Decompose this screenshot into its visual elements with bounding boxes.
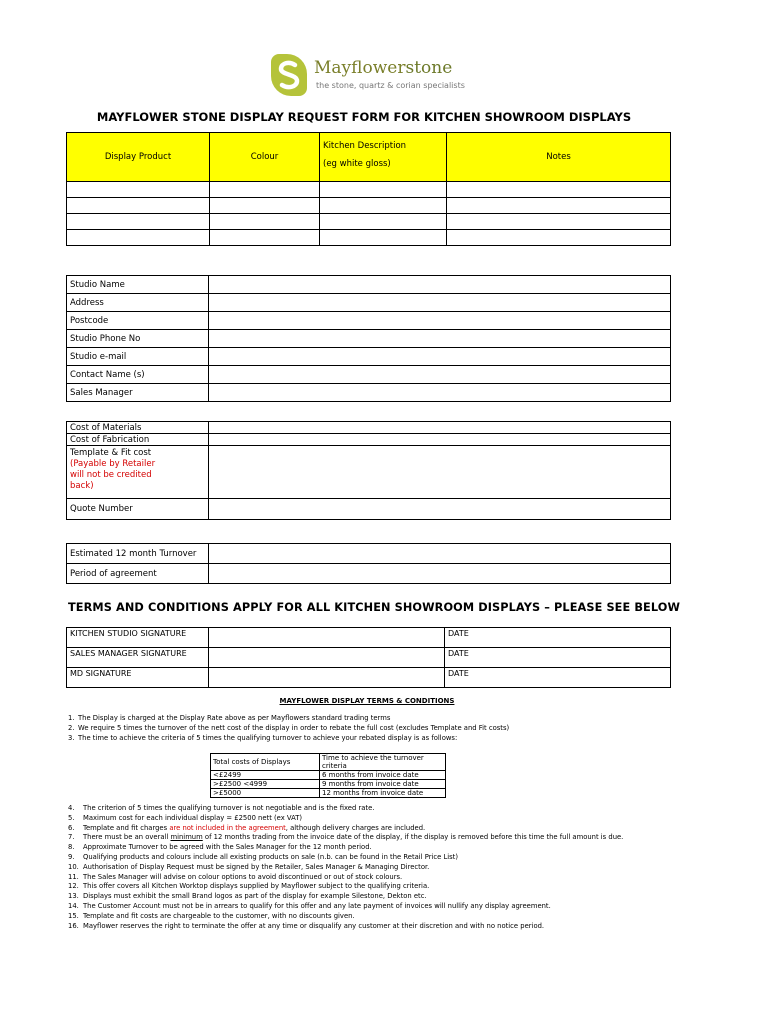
notes-cell[interactable]	[447, 214, 671, 230]
sales-manager-signature-field[interactable]	[209, 648, 445, 668]
list-item: 1. The Display is charged at the Display Rate above as per Mayflowers standard trading terms	[68, 714, 391, 722]
signature-table	[66, 627, 671, 688]
table-cell: 12 months from invoice date	[320, 789, 446, 798]
turnover-period-table	[210, 753, 446, 798]
cost-fabrication-field[interactable]	[209, 434, 671, 446]
md-date-field[interactable]: DATE	[445, 668, 671, 688]
studio-phone-label: Studio Phone No	[67, 330, 209, 348]
form-title: MAYFLOWER STONE DISPLAY REQUEST FORM FOR KITCHEN SHOWROOM DISPLAYS	[96, 110, 632, 124]
table-cell: <£2499	[211, 771, 320, 780]
list-item: 13. Displays must exhibit the small Brand logos as part of the display for example Silestone, Dekton etc.	[68, 892, 427, 901]
terms-title: MAYFLOWER DISPLAY TERMS & CONDITIONS	[279, 697, 455, 705]
period-header-time: Time to achieve the turnover criteria	[320, 754, 446, 771]
table-cell: 9 months from invoice date	[320, 780, 446, 789]
colour-cell[interactable]	[210, 182, 320, 198]
kitchen-desc-cell[interactable]	[320, 230, 447, 246]
estimated-turnover-label: Estimated 12 month Turnover	[67, 544, 209, 564]
studio-name-field[interactable]	[209, 276, 671, 294]
colour-cell[interactable]	[210, 198, 320, 214]
md-signature-field[interactable]	[209, 668, 445, 688]
underlined-text: minimum	[170, 833, 203, 842]
period-header-costs: Total costs of Displays	[211, 754, 320, 771]
terms-heading: TERMS AND CONDITIONS APPLY FOR ALL KITCHEN SHOWROOM DISPLAYS – PLEASE SEE BELOW	[68, 601, 681, 614]
studio-details-table	[66, 275, 671, 402]
list-item: 11. The Sales Manager will advise on colour options to avoid discontinued or out of stock colours.	[68, 872, 403, 881]
estimated-turnover-field[interactable]	[209, 544, 671, 564]
studio-name-label: Studio Name	[67, 276, 209, 294]
list-item: 6. Template and fit charges are not included in the agreement, although delivery charges are included.	[68, 823, 426, 832]
address-field[interactable]	[209, 294, 671, 312]
list-item: 9. Qualifying products and colours include all existing products on sale (n.b. can be found in the Retail Price List)	[68, 852, 458, 861]
cost-materials-field[interactable]	[209, 422, 671, 434]
studio-email-label: Studio e-mail	[67, 348, 209, 366]
terms-list-a	[68, 714, 509, 743]
table-cell: >£5000	[211, 789, 320, 798]
notes-cell[interactable]	[447, 182, 671, 198]
list-item: 4. The criterion of 5 times the qualifying turnover is not negotiable and is the fixed rate.	[68, 804, 375, 812]
period-agreement-field[interactable]	[209, 564, 671, 584]
kitchen-studio-date-field[interactable]: DATE	[445, 628, 671, 648]
notes-cell[interactable]	[447, 198, 671, 214]
kitchen-desc-cell[interactable]	[320, 214, 447, 230]
table-row	[211, 789, 446, 798]
list-item: 16. Mayflower reserves the right to terminate the offer at any time or disqualify any customer at their discretion and with no notice period.	[68, 921, 545, 930]
contact-name-field[interactable]	[209, 366, 671, 384]
product-cell[interactable]	[67, 198, 210, 214]
quote-number-label: Quote Number	[67, 499, 209, 520]
template-fit-field[interactable]	[209, 446, 671, 499]
logo-mark-icon	[271, 54, 307, 96]
sales-manager-signature-label: SALES MANAGER SIGNATURE	[67, 648, 209, 668]
table-row	[211, 780, 446, 789]
terms-list-b	[68, 804, 623, 931]
header-colour: Colour	[210, 133, 320, 182]
kitchen-studio-signature-label: KITCHEN STUDIO SIGNATURE	[67, 628, 209, 648]
cost-table	[66, 421, 671, 520]
list-item: 7. There must be an overall minimum of 12 months trading from the invoice date of the display, if the display is removed before this time the full amount is due.	[68, 833, 624, 842]
table-row	[67, 214, 671, 230]
quote-number-field[interactable]	[209, 499, 671, 520]
colour-cell[interactable]	[210, 214, 320, 230]
table-row	[67, 230, 671, 246]
list-item: 5. Maximum cost for each individual display = £2500 nett (ex VAT)	[68, 813, 303, 822]
colour-cell[interactable]	[210, 230, 320, 246]
turnover-table	[66, 543, 671, 584]
table-row	[67, 182, 671, 198]
list-item: 2. We require 5 times the turnover of the nett cost of the display in order to rebate the full cost (excludes Template and Fit costs)	[68, 723, 510, 732]
list-item: 12. This offer covers all Kitchen Worktop displays supplied by Mayflower subject to the qualifying criteria.	[68, 882, 430, 891]
sales-manager-field[interactable]	[209, 384, 671, 402]
contact-name-label: Contact Name (s)	[67, 366, 209, 384]
list-item: 15. Template and fit costs are chargeable to the customer, with no discounts given.	[68, 911, 355, 920]
display-product-table	[66, 132, 671, 246]
list-item: 14. The Customer Account must not be in arrears to qualify for this offer and any late payment of invoices will nullify any display agreement.	[68, 901, 551, 910]
highlight-text: are not included in the agreement	[169, 823, 286, 832]
sales-manager-label: Sales Manager	[67, 384, 209, 402]
product-cell[interactable]	[67, 214, 210, 230]
table-cell: 6 months from invoice date	[320, 771, 446, 780]
postcode-field[interactable]	[209, 312, 671, 330]
md-signature-label: MD SIGNATURE	[67, 668, 209, 688]
list-item: 10. Authorisation of Display Request must be signed by the Retailer, Sales Manager & Managing Director.	[68, 862, 430, 871]
table-row	[67, 198, 671, 214]
product-cell[interactable]	[67, 230, 210, 246]
postcode-label: Postcode	[67, 312, 209, 330]
table-row	[211, 771, 446, 780]
cost-fabrication-label: Cost of Fabrication	[67, 434, 209, 446]
template-fit-label: Template & Fit cost (Payable by Retailer will not be credited back)	[67, 446, 209, 499]
kitchen-desc-cell[interactable]	[320, 198, 447, 214]
header-display-product: Display Product	[67, 133, 210, 182]
logo-tagline: the stone, quartz & corian specialists	[316, 81, 465, 90]
cost-materials-label: Cost of Materials	[67, 422, 209, 434]
list-item: 3. The time to achieve the criteria of 5 times the qualifying turnover to achieve your rebated display is as follows:	[68, 733, 458, 742]
list-item: 8. Approximate Turnover to be agreed with the Sales Manager for the 12 month period.	[68, 843, 372, 852]
sales-manager-date-field[interactable]: DATE	[445, 648, 671, 668]
logo-wordmark: Mayflowerstone	[314, 58, 453, 78]
studio-email-field[interactable]	[209, 348, 671, 366]
period-agreement-label: Period of agreement	[67, 564, 209, 584]
address-label: Address	[67, 294, 209, 312]
kitchen-desc-cell[interactable]	[320, 182, 447, 198]
studio-phone-field[interactable]	[209, 330, 671, 348]
kitchen-studio-signature-field[interactable]	[209, 628, 445, 648]
header-notes: Notes	[447, 133, 671, 182]
table-cell: >£2500 <4999	[211, 780, 320, 789]
product-cell[interactable]	[67, 182, 210, 198]
notes-cell[interactable]	[447, 230, 671, 246]
header-kitchen-description: Kitchen Description (eg white gloss)	[320, 133, 447, 182]
